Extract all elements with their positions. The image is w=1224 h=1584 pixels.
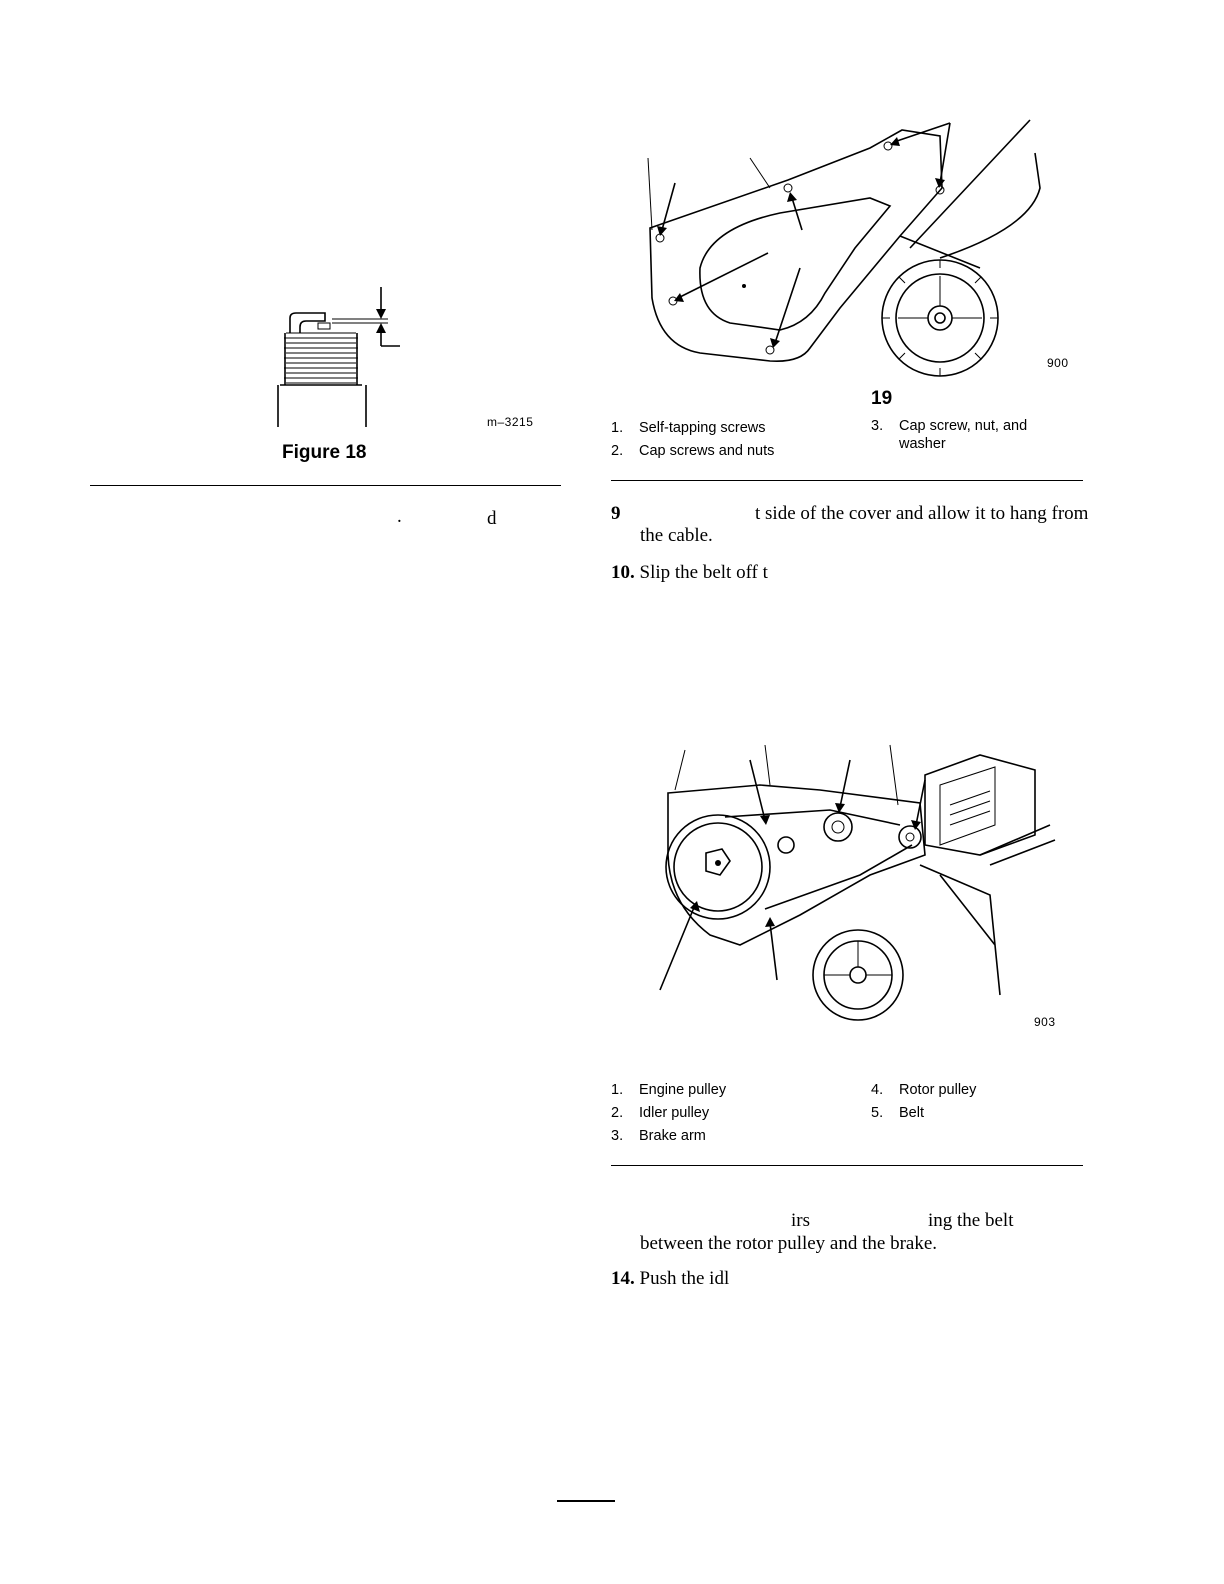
legend-item: 2. Cap screws and nuts bbox=[611, 443, 775, 459]
figure-20-code: 903 bbox=[1034, 1015, 1056, 1029]
left-text-fragment-dot: . bbox=[397, 506, 402, 527]
legend-item: 2. Idler pulley bbox=[611, 1105, 710, 1121]
figure-18-code: m–3215 bbox=[487, 415, 534, 429]
figure-20-legend-right bbox=[871, 1079, 1071, 1125]
figure-19-legend-left bbox=[611, 417, 851, 463]
left-figure-rule bbox=[90, 485, 561, 486]
step-14: 14. Push the idl bbox=[611, 1268, 730, 1289]
step-13-continuation: between the rotor pulley and the brake. bbox=[640, 1233, 938, 1254]
pulley-belt-illustration bbox=[650, 745, 1060, 1035]
legend-item: 4. Rotor pulley bbox=[871, 1082, 977, 1098]
legend-item: 5. Belt bbox=[871, 1105, 924, 1121]
page-number-rule bbox=[557, 1500, 615, 1502]
legend-item: 1. Engine pulley bbox=[611, 1082, 727, 1098]
step-13-fragment-b: ing the belt bbox=[928, 1210, 1014, 1231]
figure-19-rule bbox=[611, 480, 1083, 481]
left-text-fragment-d: d bbox=[487, 508, 497, 529]
step-10: 10. Slip the belt off t bbox=[611, 562, 768, 583]
figure-19-legend-right bbox=[871, 417, 1071, 453]
legend-item: 3. Brake arm bbox=[611, 1128, 706, 1144]
step-9: 9 t side of the cover and allow it to hang from the cable. bbox=[611, 503, 1089, 546]
belt-cover-illustration bbox=[640, 118, 1060, 378]
spark-plug-illustration bbox=[270, 285, 410, 430]
legend-item: 3. Cap screw, nut, and washer bbox=[871, 418, 1028, 452]
legend-item: 1. Self-tapping screws bbox=[611, 420, 766, 436]
figure-19-code: 900 bbox=[1047, 356, 1069, 370]
figure-18-caption: Figure 18 bbox=[282, 442, 367, 463]
figure-20-rule bbox=[611, 1165, 1083, 1166]
figure-20-legend-left bbox=[611, 1079, 851, 1148]
step-13-fragment-a: irs bbox=[791, 1210, 810, 1231]
figure-19-caption-number: 19 bbox=[871, 388, 893, 409]
